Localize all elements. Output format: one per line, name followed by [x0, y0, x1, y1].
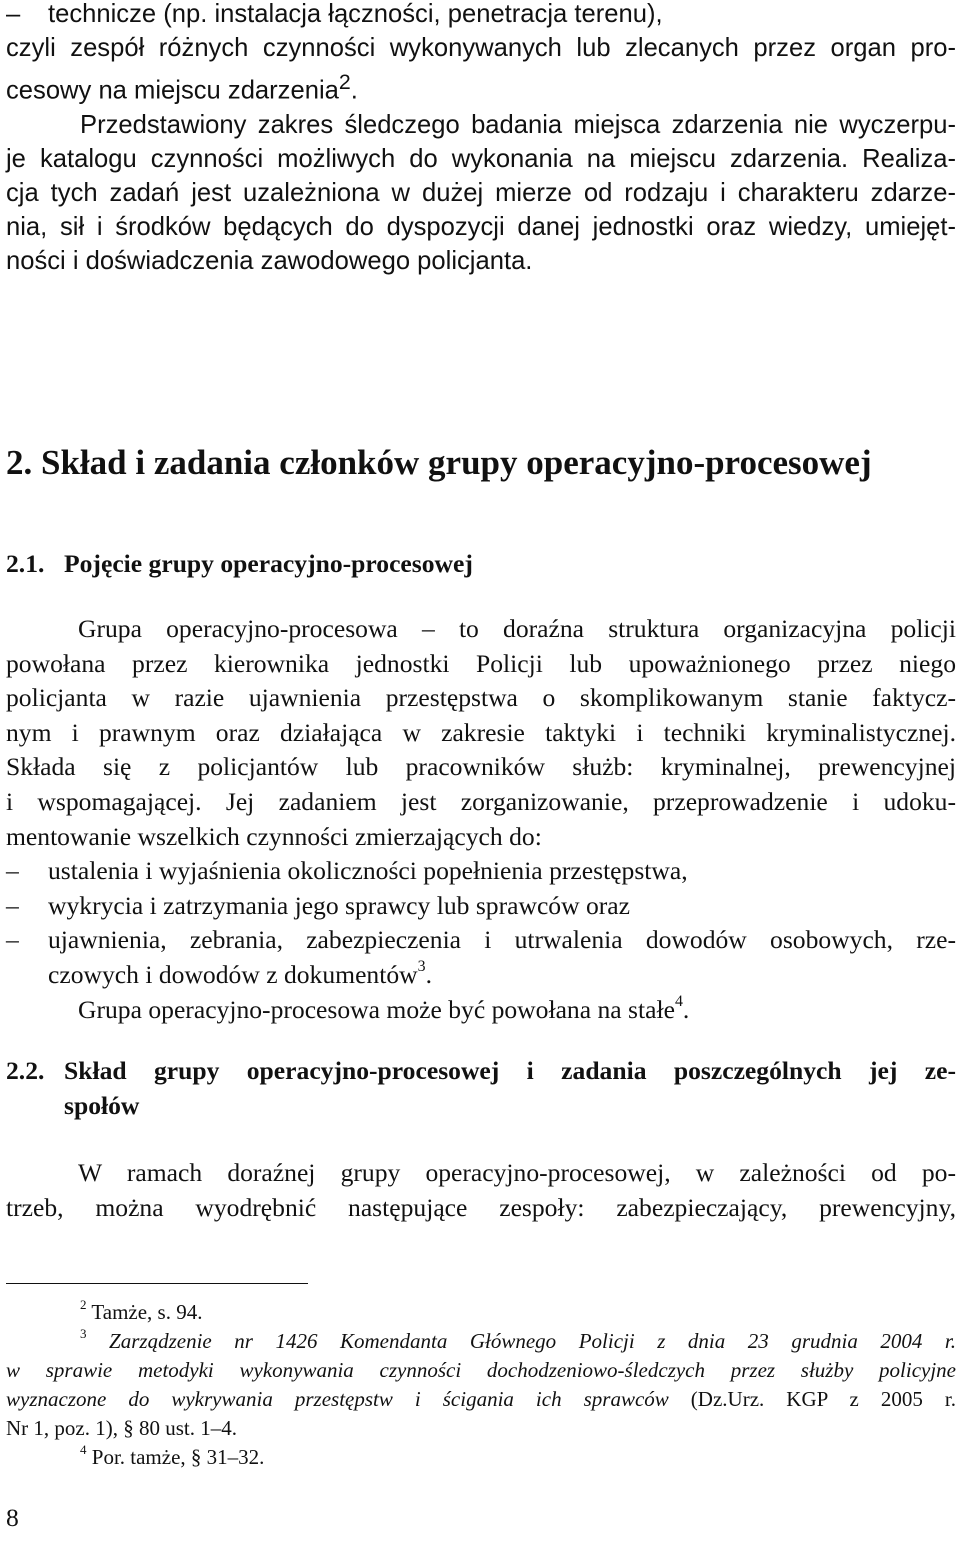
list-item-text: wykrycia i zatrzymania jego sprawcy lub sprawców oraz — [48, 890, 631, 920]
footnote-line: Nr 1, poz. 1), § 80 ust. 1–4. — [6, 1416, 237, 1440]
list-item-text: ujawnienia, zebrania, zabezpieczenia i utrwalenia dowodów osobowych, rze- — [48, 925, 956, 955]
text-line: czyli zespół różnych czynności wykonywanych lub zlecanych przez organ pro- — [6, 34, 956, 62]
dash-bullet: – — [6, 0, 21, 28]
footnote-text: w sprawie metodyki wykonywania czynności dochodzeniowo-śledczych przez służby policyjne — [6, 1358, 956, 1382]
subsection-title: Pojęcie grupy operacyjno-procesowej — [64, 549, 473, 578]
paragraph-line: Grupa operacyjno-procesowa – to doraźna struktura organizacyjna policji — [78, 614, 956, 643]
paragraph-line: nia, sił i środków będących do dyspozycji danej jednostki oraz wiedzy, umiejęt- — [6, 212, 956, 241]
paragraph-line: trzeb, można wyodrębnić następujące zespoły: zabezpieczający, prewencyjny, — [6, 1192, 956, 1222]
list-item-continuation — [6, 958, 956, 993]
footnote-separator — [6, 1283, 308, 1284]
paragraph-line: i wspomagającej. Jej zadaniem jest zorganizowanie, przeprowadzenie i udoku- — [6, 786, 956, 816]
paragraph-line: Przedstawiony zakres śledczego badania miejsca zdarzenia nie wyczerpu- — [80, 110, 956, 139]
text-fragment: . — [682, 994, 690, 1024]
list-item — [6, 854, 956, 889]
text-fragment: . — [350, 76, 358, 105]
list-item — [6, 0, 956, 31]
text-line — [6, 65, 956, 108]
dash-bullet: – — [6, 856, 19, 886]
footnote-number: 2 — [80, 1297, 87, 1313]
section-heading: 2. Skład i zadania członków grupy operacyjno-procesowej — [6, 443, 872, 482]
footnote-text: wyznaczone do wykrywania przestępstw i ścigania ich sprawców — [6, 1387, 669, 1411]
dash-bullet: – — [6, 890, 19, 920]
footnote-line — [6, 1385, 956, 1414]
footnote — [6, 1327, 956, 1443]
list-item-text: technicze (np. instalacja łączności, penetracja terenu), — [48, 0, 663, 28]
list-item — [6, 889, 956, 924]
footnote-line — [6, 1327, 956, 1356]
footnote-text: Por. tamże, § 31–32. — [91, 1445, 265, 1469]
top-text-block — [6, 0, 956, 278]
paragraph-line — [6, 993, 956, 1028]
footnote — [6, 1298, 956, 1327]
subsection-title: Skład grupy operacyjno-procesowej i zadania poszczególnych jej ze- — [64, 1056, 956, 1085]
subsection-number: 2.1. — [6, 549, 45, 578]
paragraph-line: ności i doświadczenia zawodowego policjanta. — [6, 246, 533, 275]
heading-line — [6, 1054, 956, 1089]
paragraph-line: policjanta w razie ujawnienia przestępstwa o skomplikowanym stanie faktycz- — [6, 683, 956, 713]
list-item-text: ustalenia i wyjaśnienia okoliczności popełnienia przestępstwa, — [48, 856, 688, 886]
paragraph-line: powołana przez kierownika jednostki Policji lub upoważnionego przez niego — [6, 648, 956, 678]
footnote-text: Tamże, s. 94. — [91, 1300, 203, 1324]
text-fragment: Grupa operacyjno-procesowa może być powołana na stałe — [78, 994, 675, 1024]
footnote — [6, 1443, 956, 1472]
footnote-line — [6, 1356, 956, 1385]
subsection-number: 2.2. — [6, 1056, 45, 1085]
paragraph-line: je katalogu czynności możliwych do wykonania na miejscu zdarzenia. Realiza- — [6, 144, 956, 173]
text-fragment: czowych i dowodów z dokumentów — [48, 959, 418, 989]
paragraph-line: cja tych zadań jest uzależniona w dużej mierze od rodzaju i charakteru zdarze- — [6, 178, 956, 207]
subsection-heading — [6, 547, 956, 582]
footnote-ref: 2 — [338, 70, 351, 94]
paragraph-line: nym i prawnym oraz działająca w zakresie taktyki i techniki kryminalistycznej. — [6, 717, 956, 747]
footnote-text: (Dz.Urz. KGP z 2005 r. — [668, 1387, 956, 1411]
page-number: 8 — [6, 1503, 19, 1532]
list-item — [6, 923, 956, 958]
footnote-ref: 4 — [674, 992, 683, 1010]
text-fragment: cesowy na miejscu zdarzenia — [6, 76, 339, 105]
paragraph-line: W ramach doraźnej grupy operacyjno-procesowej, w zależności od po- — [78, 1158, 956, 1187]
subsection-heading — [6, 1054, 956, 1123]
footnote-number: 3 — [80, 1326, 87, 1342]
paragraph-line: mentowanie wszelkich czynności zmierzających do: — [6, 821, 542, 851]
subsection-title-continuation: społów — [64, 1090, 140, 1120]
footnote-text: Zarządzenie nr 1426 Komendanta Głównego Policji z dnia 23 grudnia 2004 r. — [109, 1329, 956, 1353]
dash-bullet: – — [6, 925, 19, 955]
text-fragment: . — [425, 959, 432, 989]
footnote-number: 4 — [80, 1442, 87, 1458]
footnote-ref: 3 — [417, 958, 426, 976]
paragraph-line: Składa się z policjantów lub pracowników służb: kryminalnej, prewencyjnej — [6, 752, 956, 782]
subsection-body — [6, 1156, 956, 1225]
subsection-body — [6, 612, 956, 1027]
